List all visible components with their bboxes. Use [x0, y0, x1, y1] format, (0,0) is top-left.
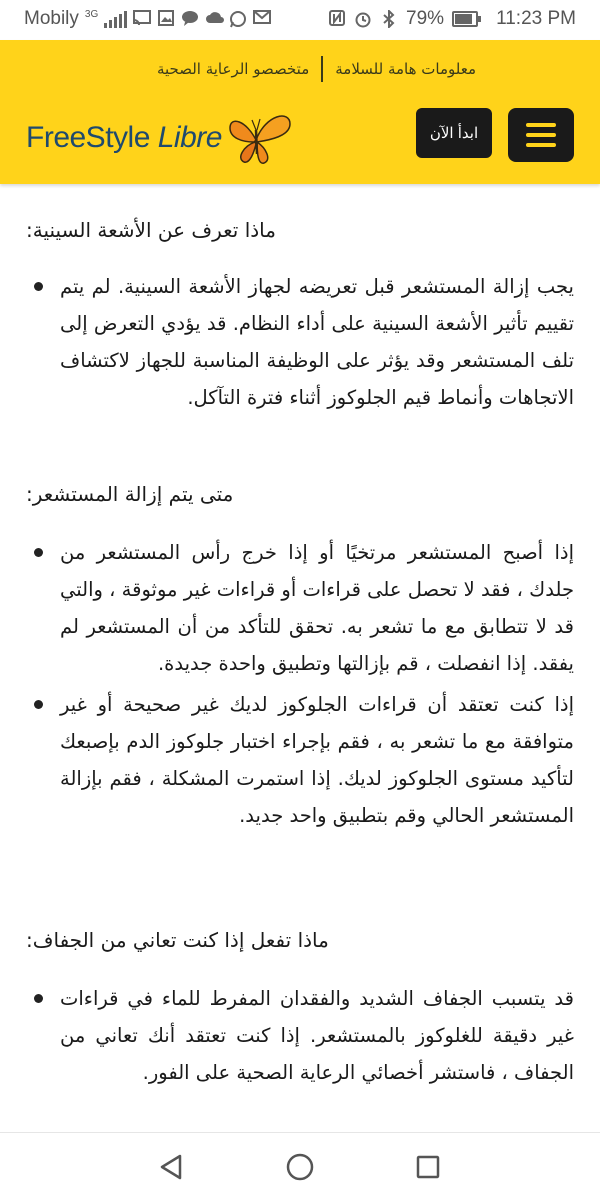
- logo-product: Libre: [157, 121, 222, 154]
- mail-icon: [253, 10, 271, 28]
- list-item: [26, 534, 574, 682]
- bluetooth-icon: [380, 10, 398, 28]
- dehydration-bullet-list: [26, 980, 574, 1091]
- status-bar: [0, 0, 600, 40]
- status-left: [24, 8, 271, 30]
- xray-bullet-list: [26, 268, 574, 416]
- bullet-text: إذا أصبح المستشعر مرتخيًا أو إذا خرج رأس المستشعر من جلدك ، فقد لا تحصل على قراءات أو قراءات غير موثوقة ، والتي قد لا تتطابق مع ما تشعر به. تحقق للتأكد من أن المستشعر لم يفقد. إذا انفصلت ، قم بإزالتها وتطبيق واحدة جديدة.: [60, 541, 574, 675]
- list-item: [26, 980, 574, 1091]
- start-now-button[interactable]: ابدأ الآن: [416, 108, 492, 158]
- main-content: [0, 184, 600, 1132]
- chat-icon: [181, 10, 199, 28]
- battery-percent: 79%: [406, 8, 445, 29]
- whatsapp-icon: [229, 10, 247, 28]
- back-icon: [158, 1153, 184, 1181]
- carrier-name: Mobily: [24, 8, 79, 29]
- butterfly-icon: [226, 110, 294, 166]
- home-button[interactable]: [282, 1149, 318, 1185]
- network-type: 3G: [84, 8, 99, 20]
- battery-icon: [452, 11, 478, 27]
- site-header: [0, 40, 600, 184]
- recents-button[interactable]: [410, 1149, 446, 1185]
- section-heading-dehydration: ماذا تفعل إذا كنت تعاني من الجفاف:: [26, 928, 329, 952]
- logo-brand: FreeStyle: [26, 121, 150, 154]
- hamburger-menu-button[interactable]: [508, 108, 574, 162]
- healthcare-professionals-link[interactable]: متخصصو الرعاية الصحية: [156, 60, 310, 78]
- freestyle-libre-logo[interactable]: [26, 108, 294, 168]
- list-item: [26, 686, 574, 834]
- status-right: [328, 8, 576, 30]
- bullet-text: إذا كنت تعتقد أن قراءات الجلوكوز لديك غير صحيحة أو غير متوافقة مع ما تشعر به ، فقم بإجراء اختبار جلوكوز الدم بإصبعك لتأكيد مستوى الجلوكوز لديك. إذا استمرت المشكلة ، فقم بإزالة المستشعر الحالي وقم بتطبيق واحد جديد.: [60, 693, 574, 827]
- image-icon: [157, 10, 175, 28]
- back-button[interactable]: [153, 1149, 189, 1185]
- logo-text: [26, 121, 222, 155]
- section-heading-remove-sensor: متى يتم إزالة المستشعر:: [26, 482, 234, 506]
- remove-sensor-bullet-list: [26, 534, 574, 834]
- cloud-icon: [205, 10, 223, 28]
- bullet-dot: [34, 994, 43, 1003]
- clock-time: 11:23 PM: [496, 8, 576, 29]
- bullet-dot: [34, 548, 43, 557]
- signal-icon: [104, 10, 127, 28]
- top-links: [157, 54, 476, 84]
- bullet-dot: [34, 282, 43, 291]
- nfc-icon: [328, 10, 346, 28]
- bullet-text: قد يتسبب الجفاف الشديد والفقدان المفرط للماء في قراءات غير دقيقة للغلوكوز بالمستشعر. إذا كنت تعتقد أنك تعاني من الجفاف ، فاستشر أخصائي الرعاية الصحية على الفور.: [60, 987, 574, 1084]
- home-icon: [285, 1152, 315, 1182]
- cast-icon: [133, 10, 151, 28]
- menu-bar: [526, 133, 556, 137]
- list-item: [26, 268, 574, 416]
- link-divider: [321, 56, 323, 82]
- menu-bar: [526, 143, 556, 147]
- safety-info-link[interactable]: معلومات هامة للسلامة: [335, 60, 476, 78]
- bullet-text: يجب إزالة المستشعر قبل تعريضه لجهاز الأشعة السينية. لم يتم تقييم تأثير الأشعة السينية على أداء النظام. قد يؤدي التعرض إلى تلف المستشعر وقد يؤثر على الوظيفة المناسبة للجهاز لاكتشاف الاتجاهات وأنماط قيم الجلوكوز أثناء فترة التآكل.: [60, 275, 574, 409]
- android-nav-bar: [0, 1132, 600, 1201]
- recents-icon: [415, 1154, 441, 1180]
- section-heading-xray: ماذا تعرف عن الأشعة السينية:: [26, 218, 276, 242]
- bullet-dot: [34, 700, 43, 709]
- alarm-icon: [354, 10, 372, 28]
- menu-bar: [526, 123, 556, 127]
